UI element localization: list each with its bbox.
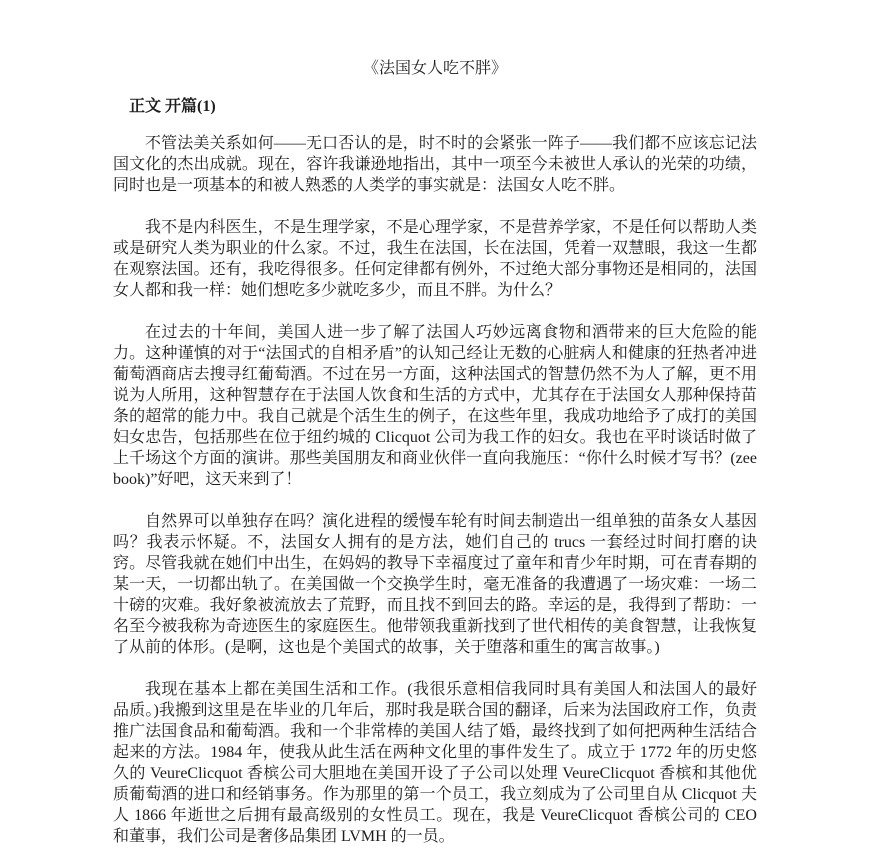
paragraph-intro: 不管法美关系如何——无口否认的是，时不时的会紧张一阵子——我们都不应该忘记法国文化的杰出成就。现在，容许我谦逊地指出，其中一项至今未被世人承认的光荣的功绩，同时也是一项基本的和被人熟悉的人类学的事实就是：法国女人吃不胖。 [113, 135, 757, 194]
paragraph-not-a-doctor: 我不是内科医生，不是生理学家，不是心理学家，不是营养学家，不是任何以帮助人类或是研究人类为职业的什么家。不过，我生在法国，长在法国，凭着一双慧眼，我这一生都在观察法国。还有，我吃得很多。任何定律都有例外，不过绝大部分事物还是相同的，法国女人都和我一样：她们想吃多少就吃多少，而且不胖。为什么？ [113, 219, 757, 299]
section-heading: 正文 开篇(1) [129, 98, 216, 115]
paragraph-career-history: 我现在基本上都在美国生活和工作。(我很乐意相信我同时具有美国人和法国人的最好品质。)我搬到这里是在毕业的几年后，那时我是联合国的翻译，后来为法国政府工作，负责推广法国食品和葡萄酒。我和一个非常棒的美国人结了婚，最终找到了如何把两种生活结合起来的方法。1984 年，使我从此生活在两种文化里的事件发生了。成立于 1772 年的历史悠久的 VeureClicquot 香槟公司大胆地在美国开设了子公司以处理 VeureClicquot 香槟和其他优质葡萄酒的进口和经销事务。作为那里的第一个员工，我立刻成为了公司里自从 Clicquot 夫人 1866 年逝世之后拥有最高级别的女性员工。现在，我是 VeureClicquot 香槟公司的 CEO 和董事，我们公司是奢侈品集团 LVMH 的一员。 [113, 681, 757, 845]
paragraph-french-paradox: 在过去的十年间，美国人进一步了解了法国人巧妙远离食物和酒带来的巨大危险的能力。这种谨慎的对于“法国式的自相矛盾”的认知己经让无数的心脏病人和健康的狂热者冲进葡萄酒商店去搜寻红葡萄酒。不过在另一方面，这种法国式的智慧仍然不为人了解，更不用说为人所用，这种智慧存在于法国人饮食和生活的方式中，尤其存在于法国女人那种保持苗条的超常的能力中。我自己就是个活生生的例子，在这些年里，我成功地给予了成打的美国妇女忠告，包括那些在位于纽约城的 Clicquot 公司为我工作的妇女。我也在平时谈话时做了上千场这个方面的演讲。那些美国朋友和商业伙伴一直向我施压：“你什么时候才写书？(zeebook)”好吧，这天来到了！ [113, 324, 757, 488]
paragraph-trucs-story: 自然界可以单独存在吗？演化进程的缓慢车轮有时间去制造出一组单独的苗条女人基因吗？我表示怀疑。不，法国女人拥有的是方法，她们自己的 trucs 一套经过时间打磨的诀窍。尽管我就在她们中出生，在妈妈的教导下幸福度过了童年和青少年时期，可在青春期的某一天，一切都出轨了。在美国做一个交换学生时，毫无准备的我遭遇了一场灾难：一场二十磅的灾难。我好象被流放去了荒野，而且找不到回去的路。幸运的是，我得到了帮助：一名至今被我称为奇迹医生的家庭医生。他带领我重新找到了世代相传的美食智慧，让我恢复了从前的体形。(是啊，这也是个美国式的故事，关于堕落和重生的寓言故事。) [113, 513, 757, 656]
book-title: 《法国女人吃不胖》 [362, 60, 507, 77]
